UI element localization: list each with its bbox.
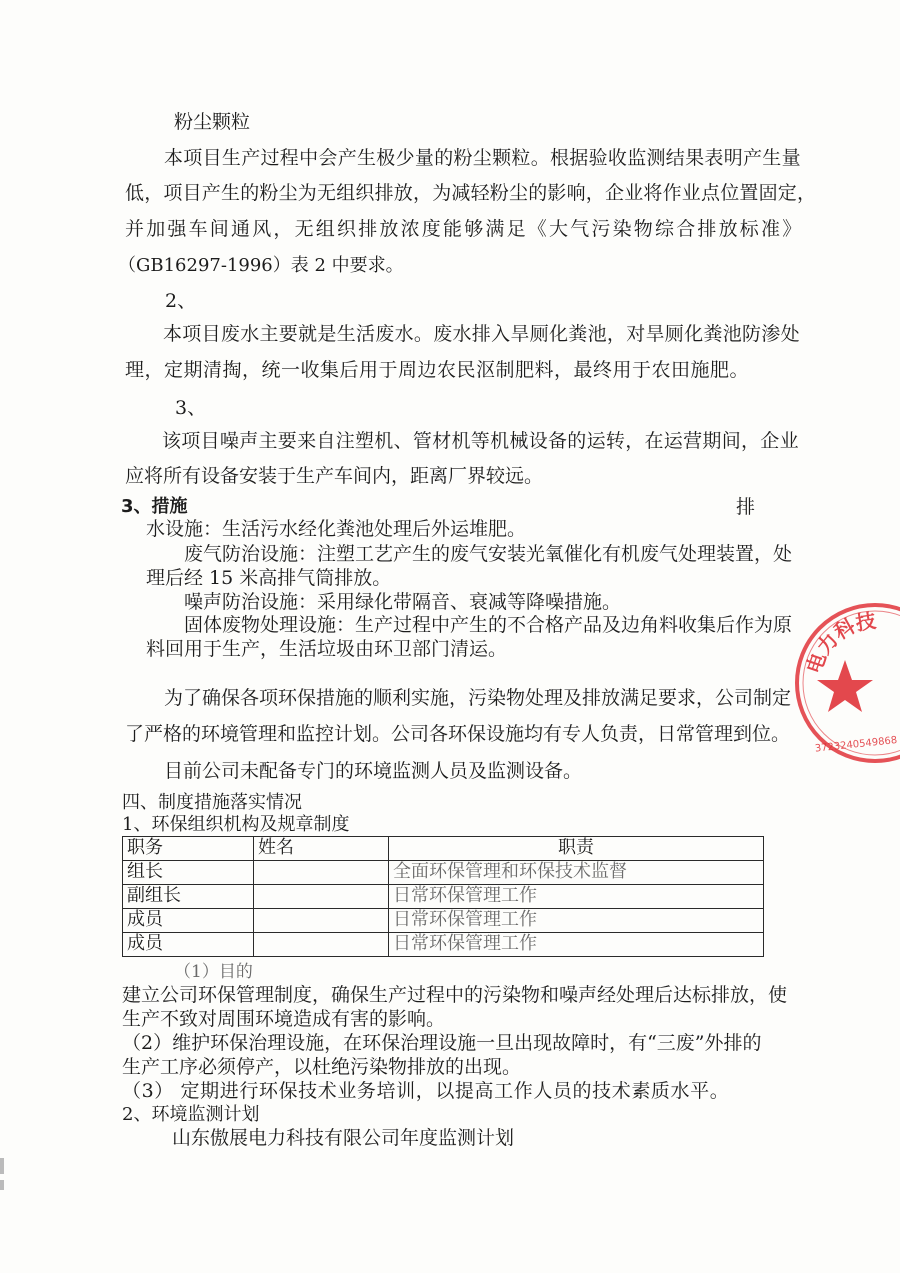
table-row: [123, 909, 764, 933]
para-nostaff: 目前公司未配备专门的环境监测人员及监测设备。: [164, 760, 583, 782]
purpose-title: （1）目的: [174, 962, 253, 982]
para-dust-line-2: 低，项目产生的粉尘为无组织排放，为减轻粉尘的影响，企业将作业点位置固定，: [125, 182, 817, 204]
table-row: [123, 885, 764, 909]
measure-water: 水设施：生活污水经化粪池处理后外运堆肥。: [146, 518, 527, 540]
svg-text:电力科技: [802, 608, 878, 676]
section-4-heading: 四、制度措施落实情况: [122, 792, 302, 813]
para-mgmt-line-2: 了严格的环境管理和监控计划。公司各环保设施均有专人负责，日常管理到位。: [125, 723, 791, 745]
measure-noise: 噪声防治设施：采用绿化带隔音、衰减等降噪措施。: [184, 591, 622, 613]
seal-number: 3723240549868: [814, 735, 898, 755]
cell-duty: 日常环保管理工作: [389, 909, 764, 933]
cell-name: [254, 909, 389, 933]
measure-solid-line-1: 固体废物处理设施：生产过程中产生的不合格产品及边角料收集后作为原: [184, 614, 793, 636]
cell-duty: 全面环保管理和环保技术监督: [389, 861, 764, 885]
para-noise-line-2: 应将所有设备安装于生产车间内，距离厂界较远。: [125, 465, 544, 487]
table-header-row: [123, 837, 764, 861]
maintain-line-1: （2）维护环保治理设施，在环保治理设施一旦出现故障时，有“三废”外排的: [122, 1032, 762, 1054]
company-seal: [790, 598, 900, 768]
seal-text: 电力科技: [801, 608, 878, 677]
para-water-line-1: 本项目废水主要就是生活废水。废水排入旱厕化粪池，对旱厕化粪池防渗处: [163, 323, 800, 345]
sub-2-heading: 2、环境监测计划: [122, 1104, 260, 1125]
measure-solid-line-2: 料回用于生产，生活垃圾由环卫部门清运。: [146, 638, 508, 660]
purpose-line-1: 建立公司环保管理制度，确保生产过程中的污染物和噪声经处理后达标排放，使: [122, 984, 788, 1006]
cell-duty: 日常环保管理工作: [389, 933, 764, 957]
scan-edge-mark: [0, 1158, 4, 1174]
cell-position: 成员: [123, 933, 254, 957]
cell-position: 成员: [123, 909, 254, 933]
heading-dust: 粉尘颗粒: [174, 111, 251, 133]
measure-gas-line-2: 理后经 15 米高排气筒排放。: [146, 567, 392, 589]
heading-3: 3、: [175, 397, 207, 419]
table-row: [123, 933, 764, 957]
para-water-line-2: 理，定期清掏，统一收集后用于周边农民沤制肥料，最终用于农田施肥。: [125, 359, 750, 381]
purpose-line-2: 生产不致对周围环境造成有害的影响。: [122, 1008, 446, 1030]
training-line: （3） 定期进行环保技术业务培训，以提高工作人员的技术素质水平。: [122, 1080, 730, 1102]
measure-gas-line-1: 废气防治设施：注塑工艺产生的废气安装光氧催化有机废气处理装置，处: [184, 543, 793, 565]
cell-name: [254, 933, 389, 957]
cell-name: [254, 885, 389, 909]
para-dust-line-4: （GB16297-1996）表 2 中要求。: [118, 255, 404, 276]
org-table: [122, 836, 764, 957]
cell-position: 组长: [123, 861, 254, 885]
cell-position: 副组长: [123, 885, 254, 909]
para-mgmt-line-1: 为了确保各项环保措施的顺利实施，污染物处理及排放满足要求，公司制定: [164, 687, 792, 709]
th-name: 姓名: [254, 837, 389, 861]
maintain-line-2: 生产工序必须停产，以杜绝污染物排放的出现。: [122, 1056, 522, 1078]
measures-title: 3、措施: [121, 496, 188, 517]
scan-edge-mark: [0, 1180, 4, 1190]
table-row: [123, 861, 764, 885]
plan-title: 山东傲展电力科技有限公司年度监测计划: [172, 1127, 515, 1149]
para-dust-line-3: 并加强车间通风，无组织排放浓度能够满足《大气污染物综合排放标准》: [125, 218, 804, 240]
para-noise-line-1: 该项目噪声主要来自注塑机、管材机等机械设备的运转，在运营期间，企业: [162, 430, 799, 452]
th-duty: 职责: [389, 837, 764, 861]
sub-1-heading: 1、环保组织机构及规章制度: [122, 814, 350, 835]
measures-pai: 排: [736, 496, 756, 518]
para-dust-line-1: 本项目生产过程中会产生极少量的粉尘颗粒。根据验收监测结果表明产生量: [164, 147, 801, 169]
th-position: 职务: [123, 837, 254, 861]
cell-duty: 日常环保管理工作: [389, 885, 764, 909]
heading-2: 2、: [165, 290, 197, 312]
cell-name: [254, 861, 389, 885]
